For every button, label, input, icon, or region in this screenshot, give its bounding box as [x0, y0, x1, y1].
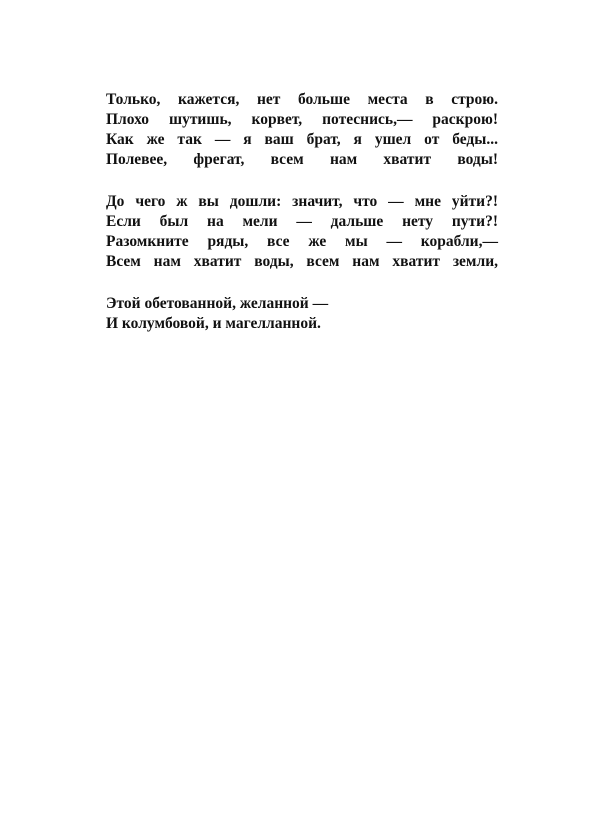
stanza-3	[106, 294, 498, 334]
poem-line: И колумбовой, и магелланной.	[106, 315, 321, 332]
stanza-2	[106, 192, 498, 272]
poem-line: Если был на мели — дальше нету пути?!	[106, 213, 498, 230]
poem-line: Полевее, фрегат, всем нам хватит воды!	[106, 151, 498, 168]
poem-line: Разомкните ряды, все же мы — корабли,—	[106, 233, 498, 250]
poem-line: Всем нам хватит воды, всем нам хватит земли,	[106, 253, 498, 270]
poem-line: Плохо шутишь, корвет, потеснись,— раскрою!	[106, 111, 498, 128]
poem-line: Как же так — я ваш брат, я ушел от беды...	[106, 131, 498, 148]
poem-line: До чего ж вы дошли: значит, что — мне уйти?!	[106, 193, 498, 210]
poem-line: Этой обетованной, желанной —	[106, 295, 329, 312]
stanza-1	[106, 90, 498, 170]
poem-text	[106, 90, 498, 356]
poem-line: Только, кажется, нет больше места в строю.	[106, 91, 498, 108]
